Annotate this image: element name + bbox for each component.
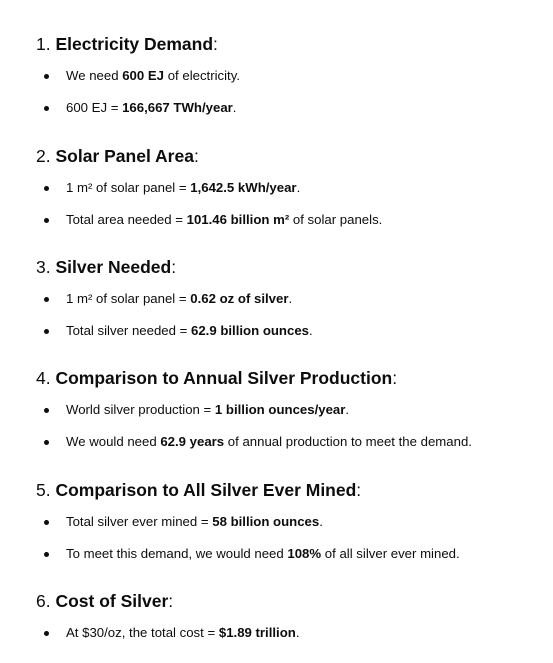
bullet-value: 108% — [287, 546, 322, 561]
bullet-text: of electricity. — [164, 68, 241, 83]
bullet-text: At $30/oz, the total cost = — [66, 625, 219, 640]
bullet-text: Total silver ever mined = — [66, 514, 213, 529]
list-item — [36, 322, 313, 340]
section-title: Comparison to Annual Silver Production — [55, 368, 393, 388]
section-solar-panel-area — [36, 145, 382, 229]
bullet-text: . — [295, 625, 300, 640]
list-item — [36, 513, 460, 531]
bullet-value: 600 EJ — [122, 68, 165, 83]
bullet-list — [36, 67, 240, 117]
bullet-list — [36, 513, 460, 563]
bullet-value: 1 billion ounces/year — [214, 402, 346, 417]
section-number: 2. — [36, 146, 51, 166]
section-number: 4. — [36, 368, 51, 388]
bullet-value: 101.46 billion m² — [186, 212, 290, 227]
bullet-value: 166,667 TWh/year — [122, 100, 233, 115]
section-title: Silver Needed — [55, 257, 172, 277]
list-item — [36, 545, 460, 563]
section-heading: 6. Cost of Silver: — [36, 591, 174, 611]
bullet-text: 1 m² of solar panel = — [66, 180, 191, 195]
section-heading: 2. Solar Panel Area: — [36, 146, 199, 166]
section-silver-needed — [36, 256, 313, 340]
section-heading: 1. Electricity Demand: — [36, 34, 218, 54]
section-number: 6. — [36, 591, 51, 611]
bullet-value: $1.89 trillion — [218, 625, 296, 640]
section-all-silver-mined-comparison — [36, 479, 460, 563]
bullet-list — [36, 179, 382, 229]
bullet-list — [36, 624, 300, 642]
section-title: Cost of Silver — [55, 591, 169, 611]
bullet-text: World silver production = — [66, 402, 215, 417]
list-item — [36, 99, 240, 117]
list-item — [36, 211, 382, 229]
bullet-list — [36, 401, 472, 451]
bullet-text: 600 EJ = — [66, 100, 123, 115]
bullet-text: of annual production to meet the demand. — [224, 434, 472, 449]
bullet-text: Total area needed = — [66, 212, 187, 227]
section-title: Solar Panel Area — [55, 146, 194, 166]
section-heading: 3. Silver Needed: — [36, 257, 177, 277]
section-cost-of-silver — [36, 590, 300, 642]
bullet-text: 1 m² of solar panel = — [66, 291, 191, 306]
section-number: 1. — [36, 34, 51, 54]
bullet-value: 1,642.5 kWh/year — [190, 180, 297, 195]
list-item — [36, 624, 300, 642]
bullet-value: 58 billion ounces — [212, 514, 320, 529]
bullet-text: of solar panels. — [289, 212, 383, 227]
section-title: Comparison to All Silver Ever Mined — [55, 480, 357, 500]
list-item — [36, 290, 313, 308]
bullet-text: . — [288, 291, 293, 306]
list-item — [36, 433, 472, 451]
bullet-text: . — [309, 323, 313, 338]
section-number: 5. — [36, 480, 51, 500]
bullet-text: Total silver needed = — [66, 323, 191, 338]
bullet-value: 62.9 billion ounces — [191, 323, 309, 338]
bullet-text: We need — [66, 68, 123, 83]
list-item — [36, 401, 472, 419]
list-item — [36, 67, 240, 85]
bullet-text: . — [319, 514, 323, 529]
bullet-value: 0.62 oz of silver — [190, 291, 289, 306]
bullet-value: 62.9 years — [160, 434, 225, 449]
bullet-text: To meet this demand, we would need — [66, 546, 288, 561]
bullet-list — [36, 290, 313, 340]
bullet-text: . — [232, 100, 237, 115]
bullet-text: of all silver ever mined. — [321, 546, 460, 561]
bullet-text: . — [296, 180, 301, 195]
section-title: Electricity Demand — [55, 34, 214, 54]
list-item — [36, 179, 382, 197]
section-number: 3. — [36, 257, 51, 277]
section-heading: 4. Comparison to Annual Silver Production: — [36, 368, 398, 388]
section-heading: 5. Comparison to All Silver Ever Mined: — [36, 480, 362, 500]
bullet-text: We would need — [66, 434, 161, 449]
section-annual-production-comparison — [36, 367, 472, 451]
section-electricity-demand — [36, 33, 240, 117]
bullet-text: . — [345, 402, 350, 417]
